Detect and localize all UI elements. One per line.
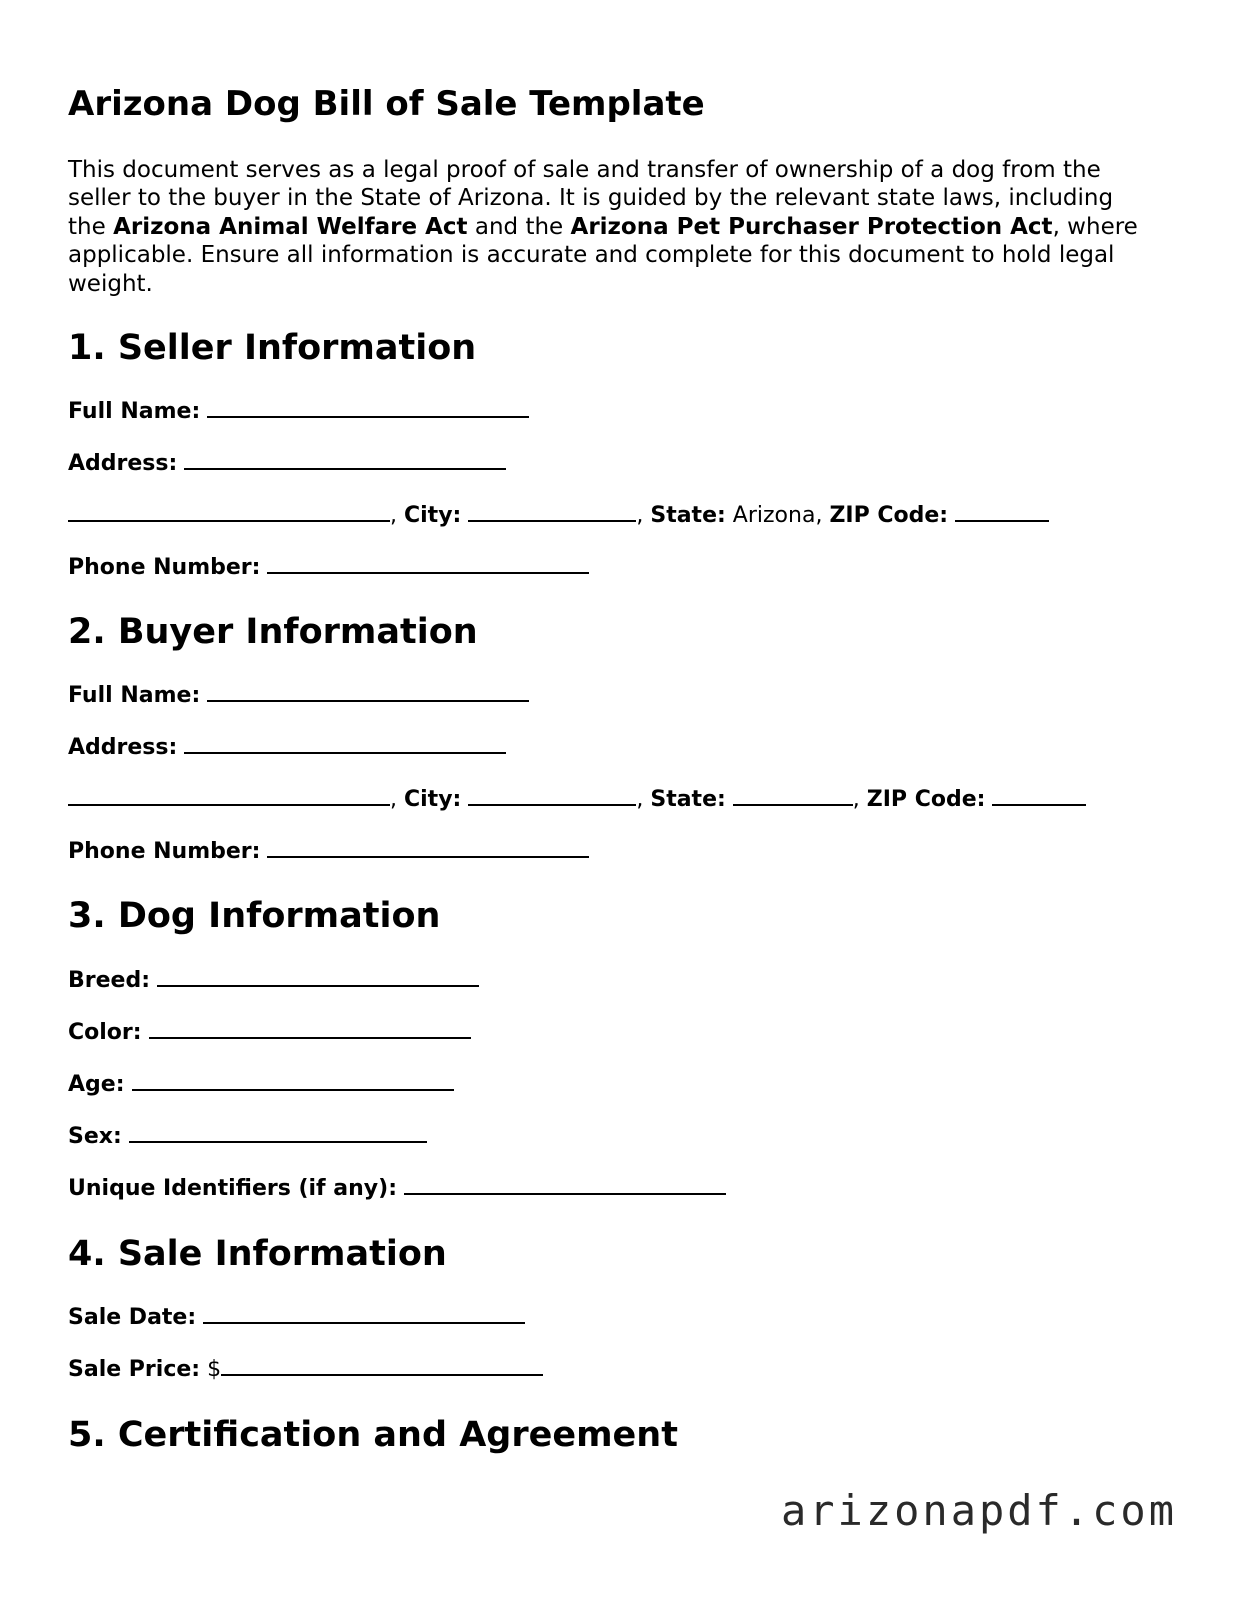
certification-section-heading: 5. Certification and Agreement	[68, 1415, 678, 1455]
seller-address-row	[68, 448, 506, 479]
buyer-phone-field[interactable]	[267, 836, 589, 858]
dog-identifiers-row	[68, 1173, 726, 1204]
watermark: arizonapdf.com	[780, 1486, 1177, 1535]
sale-price-row	[68, 1354, 543, 1385]
dog-color-label: Color:	[68, 1020, 142, 1045]
dog-sex-label: Sex:	[68, 1124, 122, 1149]
seller-state-label: State:	[650, 503, 726, 528]
buyer-state-field[interactable]	[733, 784, 853, 806]
seller-state-value: Arizona	[732, 503, 816, 528]
seller-full-name-field[interactable]	[207, 396, 529, 418]
seller-address-field[interactable]	[184, 448, 506, 470]
seller-zip-field[interactable]	[955, 500, 1049, 522]
buyer-address-line2-field[interactable]	[68, 784, 390, 806]
dog-breed-label: Breed:	[68, 968, 151, 993]
buyer-phone-row	[68, 836, 589, 867]
document-title: Arizona Dog Bill of Sale Template	[68, 84, 705, 124]
dog-identifiers-label: Unique Identifiers (if any):	[68, 1176, 397, 1201]
intro-paragraph	[68, 156, 1158, 298]
intro-text-1: This document serves as a legal proof of sale and transfer of ownership of a dog from the seller to the buyer in the State of Arizona. It is guided by the relevant state laws, including the	[68, 157, 1114, 240]
seller-address-label: Address:	[68, 451, 178, 476]
dog-age-field[interactable]	[132, 1069, 454, 1091]
seller-full-name-row	[68, 396, 529, 427]
dog-sex-row	[68, 1121, 427, 1152]
dog-age-label: Age:	[68, 1072, 125, 1097]
buyer-address-row	[68, 732, 506, 763]
dog-color-field[interactable]	[149, 1017, 471, 1039]
seller-section-heading: 1. Seller Information	[68, 328, 477, 368]
buyer-full-name-label: Full Name:	[68, 683, 201, 708]
seller-city-field[interactable]	[468, 500, 636, 522]
buyer-full-name-field[interactable]	[207, 680, 529, 702]
seller-city-state-zip-row	[68, 500, 1049, 531]
sale-date-label: Sale Date:	[68, 1305, 197, 1330]
dog-section-heading: 3. Dog Information	[68, 896, 441, 936]
intro-text-3: , where applicable. Ensure all information is accurate and complete for this document to hold legal weight.	[68, 213, 1138, 297]
buyer-address-label: Address:	[68, 735, 178, 760]
separator-comma: ,	[852, 787, 860, 812]
buyer-city-field[interactable]	[468, 784, 636, 806]
intro-text-2: and the	[467, 213, 571, 240]
sale-price-field[interactable]	[221, 1354, 543, 1376]
seller-zip-label: ZIP Code:	[829, 503, 949, 528]
buyer-city-label: City:	[404, 787, 462, 812]
sale-section-heading: 4. Sale Information	[68, 1234, 447, 1274]
sale-date-row	[68, 1302, 525, 1333]
separator-comma: ,	[636, 787, 644, 812]
dog-color-row	[68, 1017, 471, 1048]
seller-address-line2-field[interactable]	[68, 500, 390, 522]
seller-phone-label: Phone Number:	[68, 555, 261, 580]
sale-price-label: Sale Price:	[68, 1357, 201, 1382]
seller-city-label: City:	[404, 503, 462, 528]
separator-comma: ,	[636, 503, 644, 528]
buyer-full-name-row	[68, 680, 529, 711]
dog-age-row	[68, 1069, 454, 1100]
buyer-section-heading: 2. Buyer Information	[68, 612, 478, 652]
seller-phone-field[interactable]	[267, 552, 589, 574]
separator-comma: ,	[815, 503, 823, 528]
buyer-address-field[interactable]	[184, 732, 506, 754]
seller-phone-row	[68, 552, 589, 583]
buyer-phone-label: Phone Number:	[68, 839, 261, 864]
dog-breed-row	[68, 965, 479, 996]
intro-act-welfare: Arizona Animal Welfare Act	[113, 213, 468, 240]
buyer-state-label: State:	[650, 787, 726, 812]
buyer-city-state-zip-row	[68, 784, 1086, 815]
dog-sex-field[interactable]	[129, 1121, 427, 1143]
separator-comma: ,	[390, 503, 397, 528]
buyer-zip-label: ZIP Code:	[866, 787, 986, 812]
sale-date-field[interactable]	[203, 1302, 525, 1324]
dog-breed-field[interactable]	[157, 965, 479, 987]
dog-identifiers-field[interactable]	[404, 1173, 726, 1195]
seller-full-name-label: Full Name:	[68, 399, 201, 424]
buyer-zip-field[interactable]	[992, 784, 1086, 806]
separator-comma: ,	[390, 787, 397, 812]
intro-act-purchaser: Arizona Pet Purchaser Protection Act	[570, 213, 1053, 240]
currency-symbol: $	[207, 1357, 222, 1382]
